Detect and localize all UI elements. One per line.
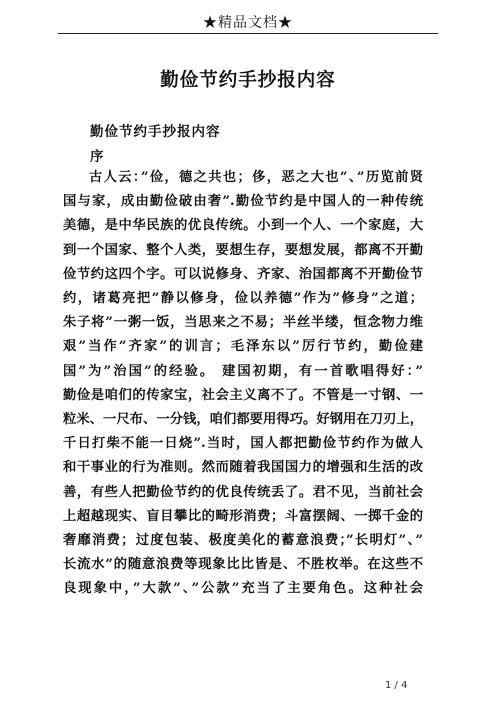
- paragraph-line: 粒米、一尺布、一分钱，咱们都要用得巧。好钢用在刀刃上，: [63, 412, 423, 428]
- paragraph-line: 俭节约这四个字。可以说修身、齐家、治国都离不开勤俭节: [63, 266, 423, 282]
- paragraph-line: 艰”当作”齐家”的训言；毛泽东以”厉行节约，勤俭建: [63, 339, 423, 355]
- page-indicator: 1 / 4: [385, 680, 408, 691]
- paragraph-line: 到一个国家、整个人类，要想生存，要想发展，都离不开勤: [63, 242, 423, 258]
- paragraph-line: 千日打柴不能一日烧”.当时，国人都把勤俭节约作为做人: [63, 436, 423, 452]
- paragraph-line: 国”为”治国”的经验。 建国初期，有一首歌唱得好：”: [63, 363, 423, 379]
- paragraph-line: 国与家，成由勤俭破由奢”.勤俭节约是中国人的一种传统: [63, 194, 423, 210]
- paragraph-line: 美德，是中华民族的优良传统。小到一个人、一个家庭，大: [63, 218, 423, 234]
- document-title: 勤俭节约手抄报内容: [160, 70, 336, 91]
- paragraph-line: 和干事业的行为准则。然而随着我国国力的增强和生活的改: [63, 460, 423, 476]
- paragraph-line: 勤俭是咱们的传家宝，社会主义离不了。不管是一寸钢、一: [63, 387, 423, 403]
- paragraph-line: 长流水”的随意浪费等现象比比皆是、不胜枚举。在这些不: [63, 557, 423, 573]
- paragraph-line: 善，有些人把勤俭节约的优良传统丢了。君不见，当前社会: [63, 484, 423, 500]
- document-header: ★精品文档★: [203, 15, 293, 31]
- paragraph-line: 古人云：”俭，德之共也；侈，恶之大也”、”历览前贤: [89, 170, 423, 185]
- paragraph-line: 奢靡消费；过度包装、极度美化的蓄意浪费；”长明灯”、”: [63, 533, 423, 549]
- body-paragraph: [63, 166, 423, 602]
- header-divider: [58, 33, 438, 34]
- paragraph-line: 约，诸葛亮把”静以修身，俭以养德”作为”修身”之道；: [63, 291, 423, 307]
- paragraph-line: 上超越现实、盲目攀比的畸形消费；斗富摆阔、一掷千金的: [63, 508, 423, 524]
- paragraph-line: 朱子将”一粥一饭，当思来之不易；半丝半缕，恒念物力维: [63, 315, 423, 331]
- paragraph-line: 良现象中，”大款”、”公款”充当了主要角色。这种社会: [63, 581, 423, 597]
- section-heading: 序: [90, 149, 104, 165]
- document-subtitle: 勤俭节约手抄报内容: [90, 124, 221, 140]
